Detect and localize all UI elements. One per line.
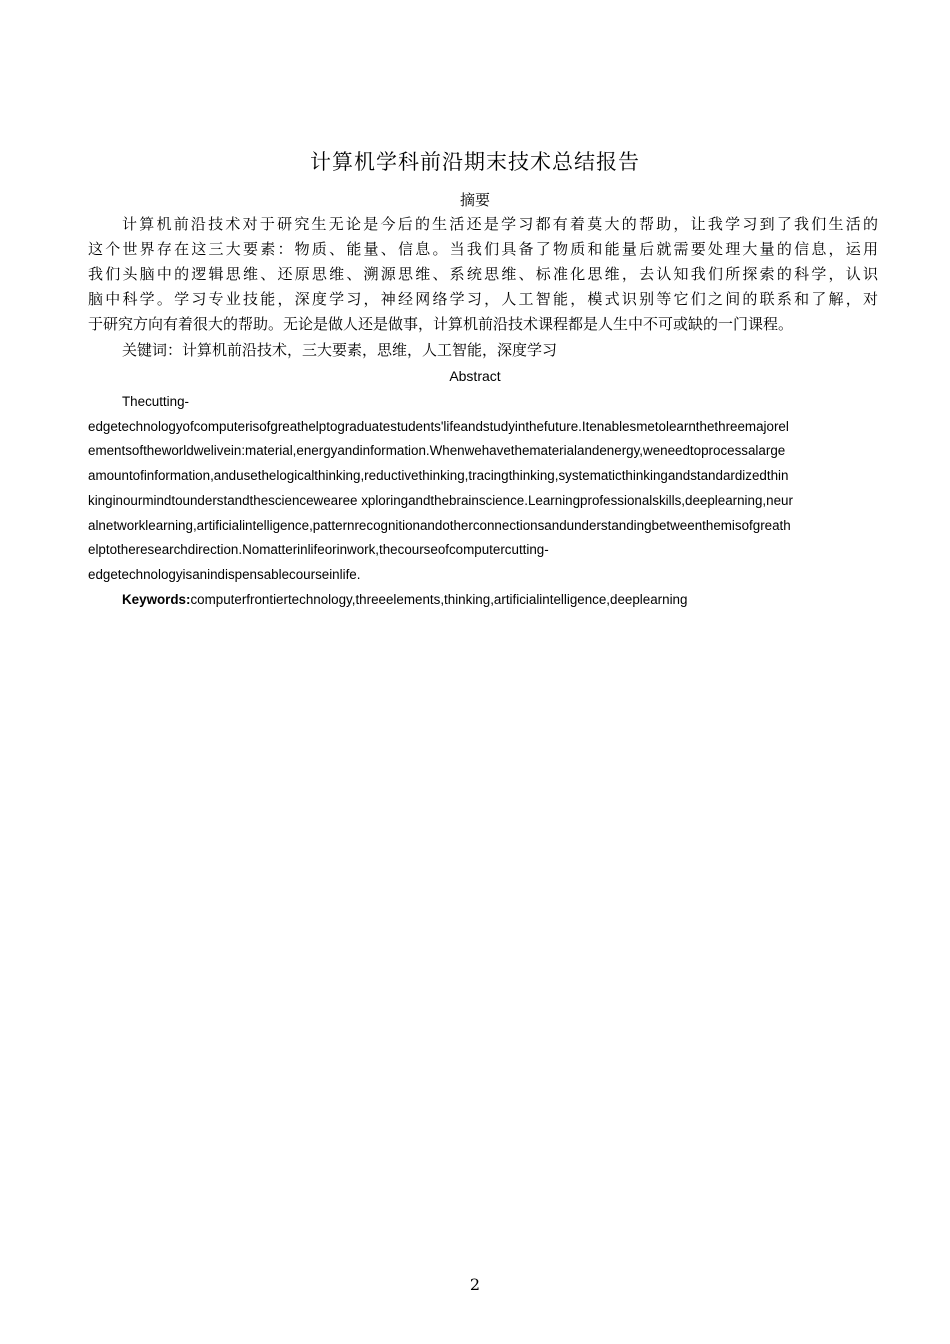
chinese-abstract-body — [88, 212, 878, 337]
document-title: 计算机学科前沿期末技术总结报告 — [310, 150, 640, 174]
chinese-abstract-line: 我们头脑中的逻辑思维、还原思维、溯源思维、系统思维、标准化思维，去认知我们所探索的科学，认识 — [88, 265, 878, 283]
english-abstract-line: edgetechnologyofcomputerisofgreathelptograduatestudents'lifeandstudyinthefuture.Itenablesmetolearnthethreemajorel — [88, 418, 789, 434]
english-abstract-line: ementsoftheworldwelivein:material,energyandinformation.Whenwehavethematerialandenergy,weneedtoprocessalarge — [88, 443, 786, 459]
chinese-abstract-line: 这个世界存在这三大要素：物质、能量、信息。当我们具备了物质和能量后就需要处理大量的信息，运用 — [88, 240, 878, 258]
english-abstract-line: edgetechnologyisanindispensablecourseinlife. — [88, 566, 361, 582]
english-abstract-line: amountofinformation,andusethelogicalthinking,reductivethinking,tracingthinking,systematicthinkingandstandardizedthin — [88, 468, 789, 484]
english-keywords — [122, 588, 687, 612]
chinese-abstract-line: 计算机前沿技术对于研究生无论是今后的生活还是学习都有着莫大的帮助，让我学习到了我们生活的 — [122, 215, 878, 233]
chinese-abstract-heading: 摘要 — [459, 191, 490, 209]
page-number: 2 — [469, 1275, 481, 1294]
chinese-abstract-line: 脑中科学。学习专业技能，深度学习，神经网络学习，人工智能，模式识别等它们之间的联系和了解，对 — [88, 290, 878, 308]
english-keywords-text: computerfrontiertechnology,threeelements,thinking,artificialintelligence,deeplearning — [190, 592, 688, 607]
english-keywords-label: Keywords: — [122, 592, 191, 607]
english-abstract-line: Thecutting- — [122, 394, 189, 409]
english-abstract-heading: Abstract — [449, 368, 501, 384]
chinese-keywords: 关键词：计算机前沿技术，三大要素，思维，人工智能，深度学习 — [122, 341, 558, 359]
english-abstract-line: elptotheresearchdirection.Nomatterinlifeorinwork,thecourseofcomputercutting- — [88, 542, 549, 558]
english-abstract-line: alnetworklearning,artificialintelligence,patternrecognitionandotherconnectionsandunderstandingbetweenthemisofgreath — [88, 517, 791, 533]
chinese-abstract-line: 于研究方向有着很大的帮助。无论是做人还是做事，计算机前沿技术课程都是人生中不可或缺的一门课程。 — [88, 315, 794, 333]
english-abstract-body — [88, 390, 878, 588]
english-abstract-line: kinginourmindtounderstandthesciencewearee xploringandthebrainscience.Learningprofessionalskills,deeplearning,neur — [88, 492, 793, 508]
